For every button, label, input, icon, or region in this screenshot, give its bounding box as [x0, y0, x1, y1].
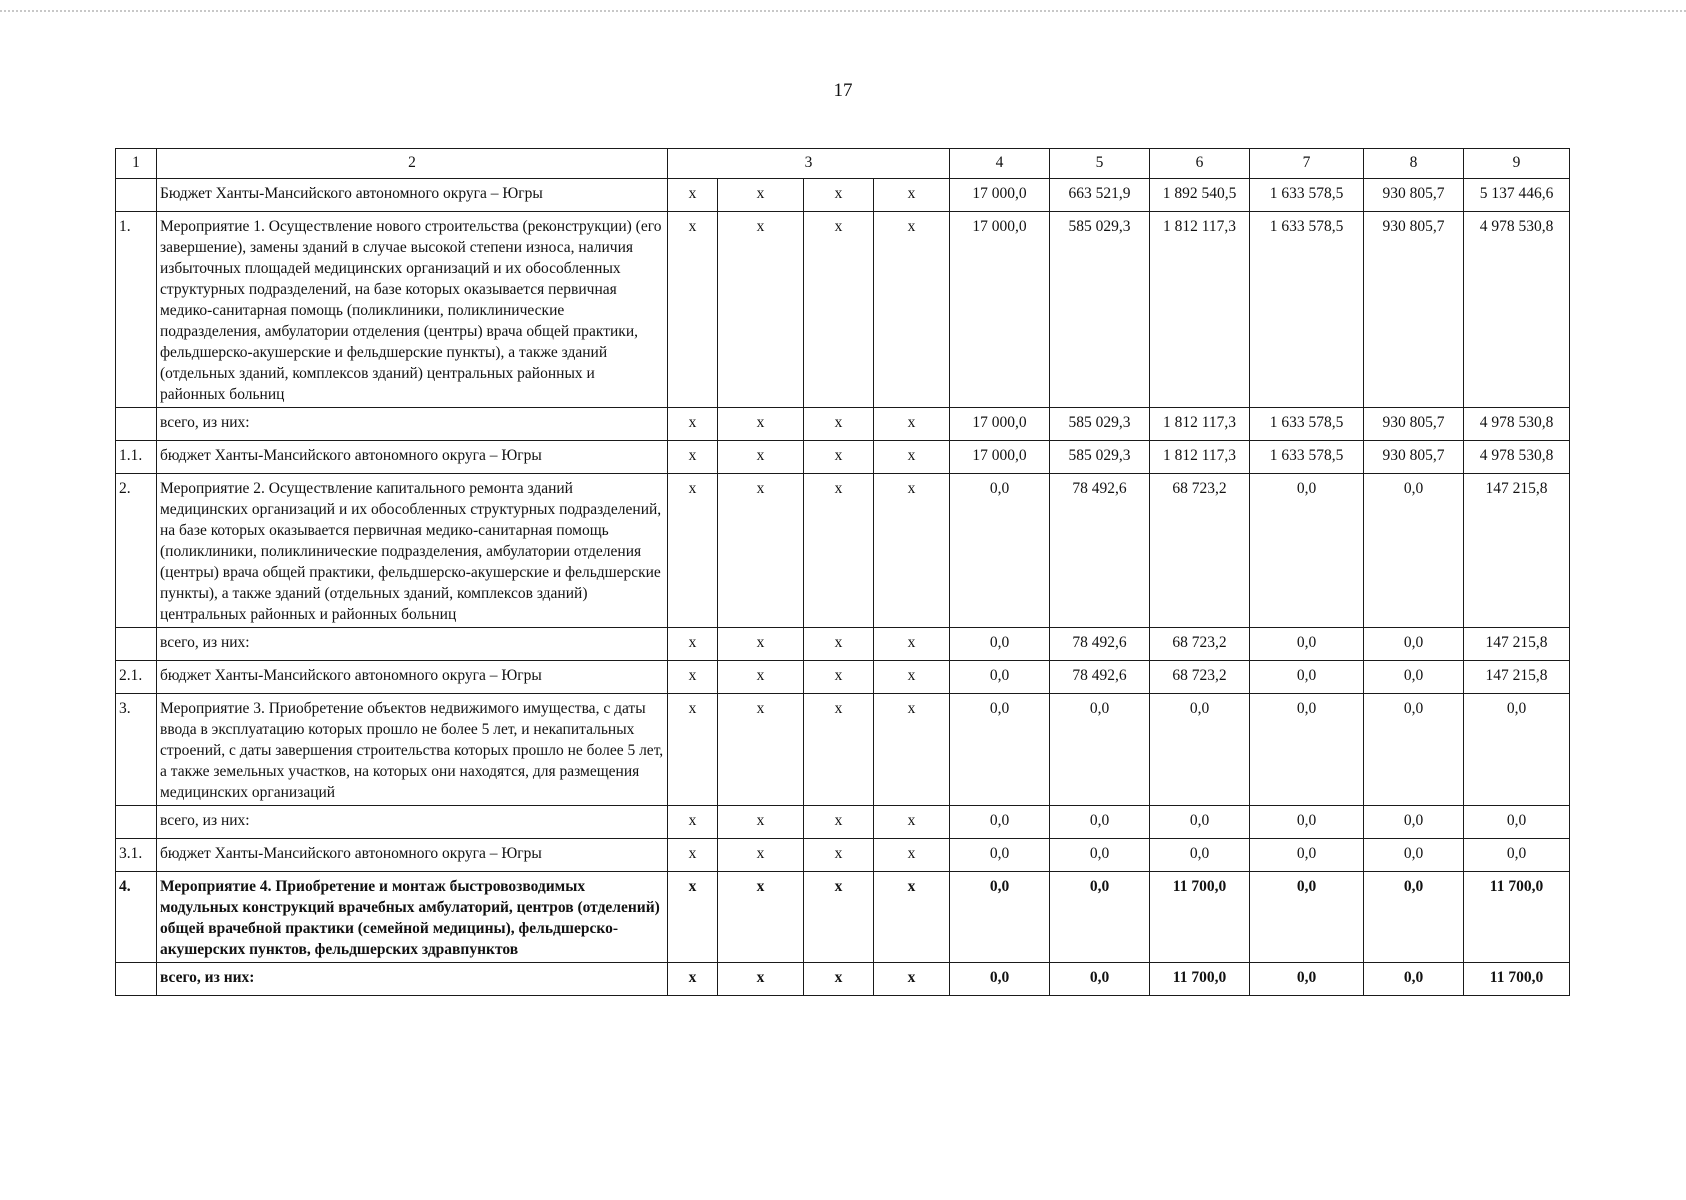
cell-value: 147 215,8: [1464, 474, 1570, 628]
cell-x: x: [718, 806, 804, 839]
cell-value: 4 978 530,8: [1464, 408, 1570, 441]
row-description: Мероприятие 2. Осуществление капитального ремонта зданий медицинских организаций и их обособленных структурных подразделений, на базе которых оказывается первичная медико-санитарная помощь (поликлиники, поликлинические подразделения, амбулатории отделения (центры) врача общей практики, фельдшерско-акушерские и фельдшерские пункты), а также зданий (отдельных зданий, комплексов зданий) центральных районных и районных больниц: [157, 474, 668, 628]
cell-x: x: [804, 963, 874, 996]
cell-value: 147 215,8: [1464, 661, 1570, 694]
table-row: [116, 441, 1570, 474]
cell-x: x: [804, 441, 874, 474]
header-col-5: 5: [1050, 149, 1150, 179]
cell-value: 11 700,0: [1464, 963, 1570, 996]
header-col-3: 3: [668, 149, 950, 179]
row-number: [116, 179, 157, 212]
scan-edge: [0, 10, 1686, 12]
cell-value: 0,0: [1250, 872, 1364, 963]
cell-value: 0,0: [1250, 628, 1364, 661]
cell-value: 0,0: [1050, 963, 1150, 996]
table-row: [116, 408, 1570, 441]
cell-value: 0,0: [950, 661, 1050, 694]
cell-value: 0,0: [1250, 963, 1364, 996]
cell-x: x: [668, 806, 718, 839]
cell-value: 0,0: [1050, 872, 1150, 963]
table-row: [116, 872, 1570, 963]
cell-x: x: [668, 694, 718, 806]
cell-value: 0,0: [1364, 474, 1464, 628]
cell-value: 1 892 540,5: [1150, 179, 1250, 212]
cell-x: x: [874, 474, 950, 628]
row-description: всего, из них:: [157, 963, 668, 996]
cell-value: 1 633 578,5: [1250, 408, 1364, 441]
cell-value: 0,0: [1364, 872, 1464, 963]
cell-value: 68 723,2: [1150, 661, 1250, 694]
cell-x: x: [874, 806, 950, 839]
cell-value: 0,0: [1464, 694, 1570, 806]
cell-x: x: [804, 839, 874, 872]
row-description: Мероприятие 4. Приобретение и монтаж быстровозводимых модульных конструкций врачебных амбулаторий, центров (отделений) общей врачебной практики (семейной медицины), фельдшерско-акушерских пунктов, фельдшерских здравпунктов: [157, 872, 668, 963]
cell-value: 930 805,7: [1364, 408, 1464, 441]
cell-value: 11 700,0: [1150, 872, 1250, 963]
cell-value: 663 521,9: [1050, 179, 1150, 212]
cell-x: x: [718, 179, 804, 212]
cell-value: 585 029,3: [1050, 212, 1150, 408]
cell-value: 78 492,6: [1050, 474, 1150, 628]
cell-value: 0,0: [1364, 628, 1464, 661]
cell-value: 78 492,6: [1050, 661, 1150, 694]
table-row: [116, 661, 1570, 694]
cell-value: 585 029,3: [1050, 441, 1150, 474]
cell-value: 930 805,7: [1364, 212, 1464, 408]
cell-value: 0,0: [950, 806, 1050, 839]
row-number: 2.: [116, 474, 157, 628]
cell-x: x: [804, 179, 874, 212]
cell-value: 1 812 117,3: [1150, 408, 1250, 441]
row-description: бюджет Ханты-Мансийского автономного округа – Югры: [157, 839, 668, 872]
header-col-4: 4: [950, 149, 1050, 179]
row-number: 2.1.: [116, 661, 157, 694]
cell-value: 0,0: [1050, 806, 1150, 839]
header-col-6: 6: [1150, 149, 1250, 179]
cell-x: x: [668, 661, 718, 694]
cell-x: x: [804, 212, 874, 408]
row-number: [116, 806, 157, 839]
cell-x: x: [804, 661, 874, 694]
row-number: 4.: [116, 872, 157, 963]
cell-value: 0,0: [950, 694, 1050, 806]
row-number: 1.: [116, 212, 157, 408]
cell-x: x: [874, 628, 950, 661]
cell-x: x: [804, 872, 874, 963]
header-col-2: 2: [157, 149, 668, 179]
table-row: [116, 474, 1570, 628]
cell-value: 0,0: [1464, 806, 1570, 839]
cell-value: 0,0: [1364, 963, 1464, 996]
cell-value: 1 633 578,5: [1250, 179, 1364, 212]
cell-x: x: [668, 628, 718, 661]
cell-x: x: [668, 408, 718, 441]
row-number: [116, 408, 157, 441]
cell-x: x: [668, 212, 718, 408]
cell-x: x: [874, 963, 950, 996]
cell-value: 1 812 117,3: [1150, 212, 1250, 408]
cell-value: 1 633 578,5: [1250, 212, 1364, 408]
row-number: [116, 963, 157, 996]
cell-value: 0,0: [1364, 694, 1464, 806]
cell-value: 0,0: [1364, 661, 1464, 694]
header-col-8: 8: [1364, 149, 1464, 179]
cell-value: 1 633 578,5: [1250, 441, 1364, 474]
page-number: 17: [833, 80, 853, 101]
cell-value: 0,0: [1150, 806, 1250, 839]
row-description: всего, из них:: [157, 806, 668, 839]
cell-x: x: [718, 628, 804, 661]
cell-x: x: [668, 179, 718, 212]
cell-x: x: [668, 963, 718, 996]
cell-value: 0,0: [950, 474, 1050, 628]
cell-value: 4 978 530,8: [1464, 212, 1570, 408]
cell-value: 68 723,2: [1150, 628, 1250, 661]
cell-value: 17 000,0: [950, 441, 1050, 474]
cell-value: 0,0: [1150, 839, 1250, 872]
cell-x: x: [718, 694, 804, 806]
cell-value: 585 029,3: [1050, 408, 1150, 441]
cell-x: x: [668, 839, 718, 872]
cell-value: 0,0: [1250, 694, 1364, 806]
row-description: бюджет Ханты-Мансийского автономного округа – Югры: [157, 661, 668, 694]
row-number: 3.1.: [116, 839, 157, 872]
cell-value: 78 492,6: [1050, 628, 1150, 661]
cell-x: x: [804, 408, 874, 441]
table-row: [116, 212, 1570, 408]
cell-x: x: [718, 408, 804, 441]
cell-value: 0,0: [1364, 806, 1464, 839]
cell-x: x: [804, 474, 874, 628]
cell-value: 4 978 530,8: [1464, 441, 1570, 474]
cell-value: 0,0: [1050, 694, 1150, 806]
cell-value: 0,0: [950, 628, 1050, 661]
cell-value: 5 137 446,6: [1464, 179, 1570, 212]
table-row: [116, 179, 1570, 212]
cell-value: 930 805,7: [1364, 179, 1464, 212]
cell-value: 0,0: [1250, 806, 1364, 839]
cell-x: x: [874, 694, 950, 806]
cell-value: 0,0: [950, 872, 1050, 963]
cell-x: x: [718, 474, 804, 628]
cell-x: x: [874, 872, 950, 963]
cell-x: x: [874, 212, 950, 408]
row-description: Мероприятие 1. Осуществление нового строительства (реконструкции) (его завершение), замены зданий в случае высокой степени износа, наличия избыточных площадей медицинских организаций и их обособленных структурных подразделений, на базе которых оказывается первичная медико-санитарная помощь (поликлиники, поликлинические подразделения, амбулатории отделения (центры) врача общей практики, фельдшерско-акушерские и фельдшерские пункты), а также зданий (отдельных зданий, комплексов зданий) центральных районных и районных больниц: [157, 212, 668, 408]
cell-x: x: [668, 441, 718, 474]
cell-x: x: [804, 806, 874, 839]
cell-value: 0,0: [1250, 661, 1364, 694]
row-number: [116, 628, 157, 661]
cell-value: 11 700,0: [1150, 963, 1250, 996]
cell-value: 930 805,7: [1364, 441, 1464, 474]
row-number: 1.1.: [116, 441, 157, 474]
row-description: всего, из них:: [157, 628, 668, 661]
cell-value: 0,0: [950, 839, 1050, 872]
cell-value: 17 000,0: [950, 408, 1050, 441]
table-row: [116, 963, 1570, 996]
cell-value: 0,0: [1250, 839, 1364, 872]
cell-x: x: [718, 441, 804, 474]
cell-x: x: [874, 179, 950, 212]
cell-value: 17 000,0: [950, 179, 1050, 212]
table-row: [116, 839, 1570, 872]
cell-x: x: [874, 408, 950, 441]
cell-value: 0,0: [1150, 694, 1250, 806]
cell-x: x: [718, 212, 804, 408]
header-col-7: 7: [1250, 149, 1364, 179]
cell-x: x: [718, 872, 804, 963]
cell-x: x: [718, 963, 804, 996]
cell-x: x: [874, 661, 950, 694]
cell-value: 0,0: [1464, 839, 1570, 872]
cell-x: x: [718, 839, 804, 872]
table-row: [116, 694, 1570, 806]
cell-value: 11 700,0: [1464, 872, 1570, 963]
budget-table: [115, 148, 1570, 996]
cell-x: x: [668, 474, 718, 628]
row-description: Мероприятие 3. Приобретение объектов недвижимого имущества, с даты ввода в эксплуатацию которых прошло не более 5 лет, и некапитальных строений, с даты завершения строительства которых прошло не более 5 лет, а также земельных участков, на которых они находятся, для размещения медицинских организаций: [157, 694, 668, 806]
cell-value: 1 812 117,3: [1150, 441, 1250, 474]
cell-x: x: [804, 694, 874, 806]
cell-value: 0,0: [1250, 474, 1364, 628]
cell-x: x: [804, 628, 874, 661]
cell-value: 147 215,8: [1464, 628, 1570, 661]
cell-x: x: [718, 661, 804, 694]
cell-value: 0,0: [1050, 839, 1150, 872]
row-description: бюджет Ханты-Мансийского автономного округа – Югры: [157, 441, 668, 474]
cell-x: x: [874, 441, 950, 474]
row-number: 3.: [116, 694, 157, 806]
cell-value: 0,0: [950, 963, 1050, 996]
header-row: [116, 149, 1570, 179]
cell-x: x: [874, 839, 950, 872]
cell-x: x: [668, 872, 718, 963]
header-col-9: 9: [1464, 149, 1570, 179]
cell-value: 17 000,0: [950, 212, 1050, 408]
cell-value: 68 723,2: [1150, 474, 1250, 628]
table-row: [116, 806, 1570, 839]
header-col-1: 1: [116, 149, 157, 179]
table-row: [116, 628, 1570, 661]
cell-value: 0,0: [1364, 839, 1464, 872]
row-description: Бюджет Ханты-Мансийского автономного округа – Югры: [157, 179, 668, 212]
row-description: всего, из них:: [157, 408, 668, 441]
